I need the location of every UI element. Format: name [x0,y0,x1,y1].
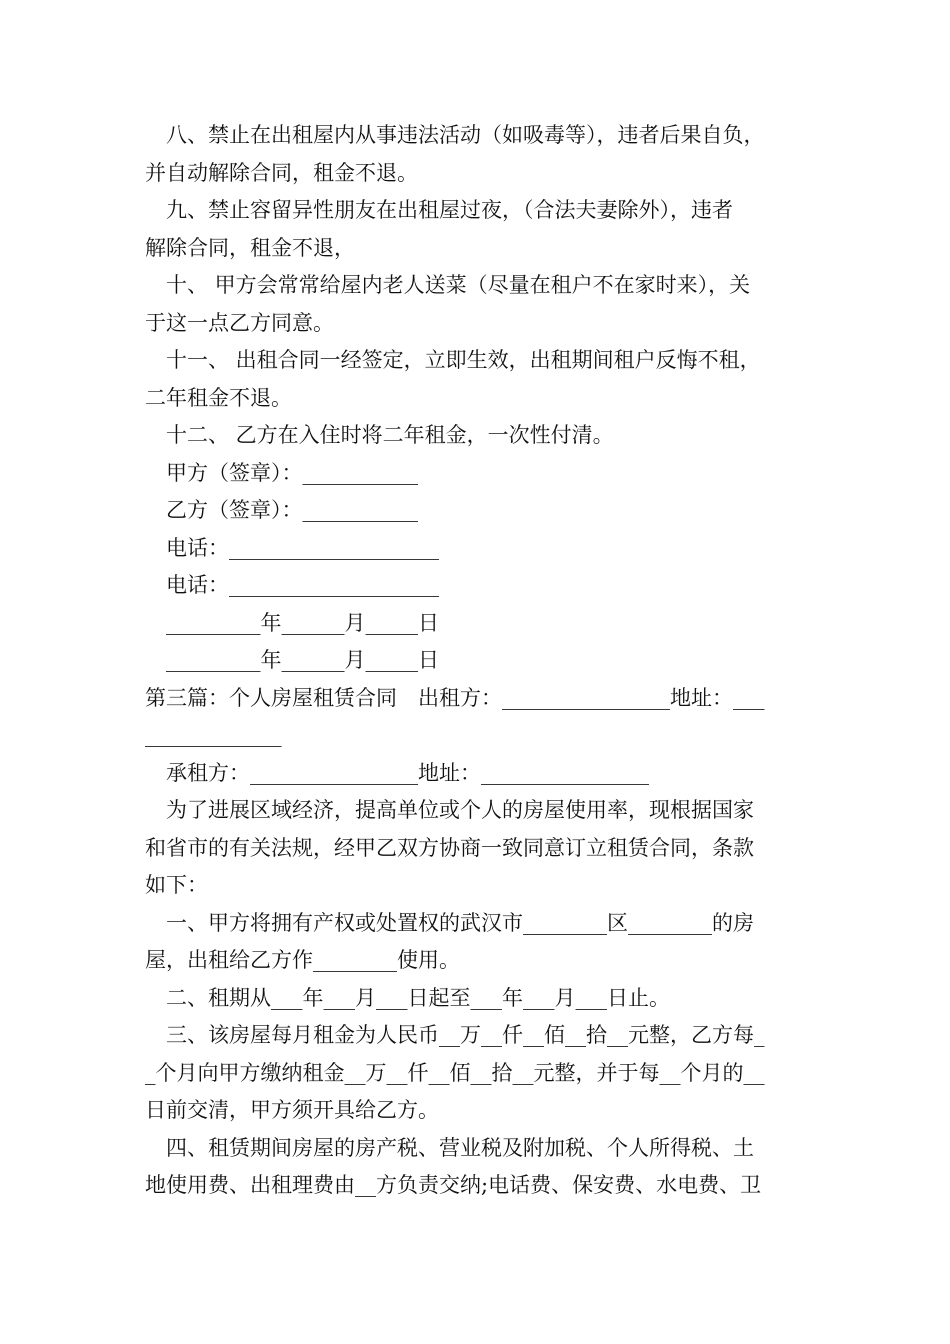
text-line: 二、租期从___年___月___日起至___年___月___日止。 [166,985,670,1010]
text-line: 八、禁止在出租屋内从事违法活动（如吸毒等），违者后果自负， [166,123,765,147]
text-line: 和省市的有关法规，经甲乙双方协商一致同意订立租赁合同，条款 [145,835,754,860]
text-line: 三、该房屋每月租金为人民币__万__仟__佰__拾__元整，乙方每_ [166,1023,765,1047]
text-line: 一、甲方将拥有产权或处置权的武汉市________区________的房 [166,910,754,935]
text-line: 如下： [145,873,208,897]
text-line: 并自动解除合同，租金不退。 [145,160,418,185]
text-line: 十、 甲方会常常给屋内老人送菜（尽量在租户不在家时来），关 [166,273,751,297]
text-line: 为了进展区域经济，提高单位或个人的房屋使用率，现根据国家 [166,798,754,822]
phone-line: 电话：____________________ [166,573,439,597]
text-line: 解除合同，租金不退， [145,235,355,260]
text-line: 二年租金不退。 [145,385,292,410]
text-line: 四、租赁期间房屋的房产税、营业税及附加税、个人所得税、土 [166,1135,754,1160]
text-line: _个月向甲方缴纳租金__万__仟__佰__拾__元整，并于每__个月的__ [145,1060,765,1085]
date-line: _________年______月_____日 [166,610,439,635]
text-line: 屋，出租给乙方作________使用。 [145,948,460,972]
text-line: _____________ [145,723,282,747]
text-line: 日前交清，甲方须开具给乙方。 [145,1098,439,1122]
date-line: _________年______月_____日 [166,648,439,672]
signature-line-party-b: 乙方（签章）：___________ [166,498,418,522]
section-heading: 第三篇：个人房屋租赁合同 出租方：________________地址：___ [145,685,765,710]
text-line: 于这一点乙方同意。 [145,310,334,335]
signature-line-party-a: 甲方（签章）：___________ [166,460,418,485]
text-line: 九、禁止容留异性朋友在出租屋过夜，（合法夫妻除外），违者 [166,198,733,222]
phone-line: 电话：____________________ [166,535,439,560]
document-body [145,117,825,1205]
text-line: 承租方：________________地址：________________ [166,760,649,785]
text-line: 十二、 乙方在入住时将二年租金，一次性付清。 [166,423,614,447]
text-line: 十一、 出租合同一经签定，立即生效，出租期间租户反悔不租， [166,348,761,372]
text-line: 地使用费、出租理费由__方负责交纳;电话费、保安费、水电费、卫 [145,1173,762,1197]
